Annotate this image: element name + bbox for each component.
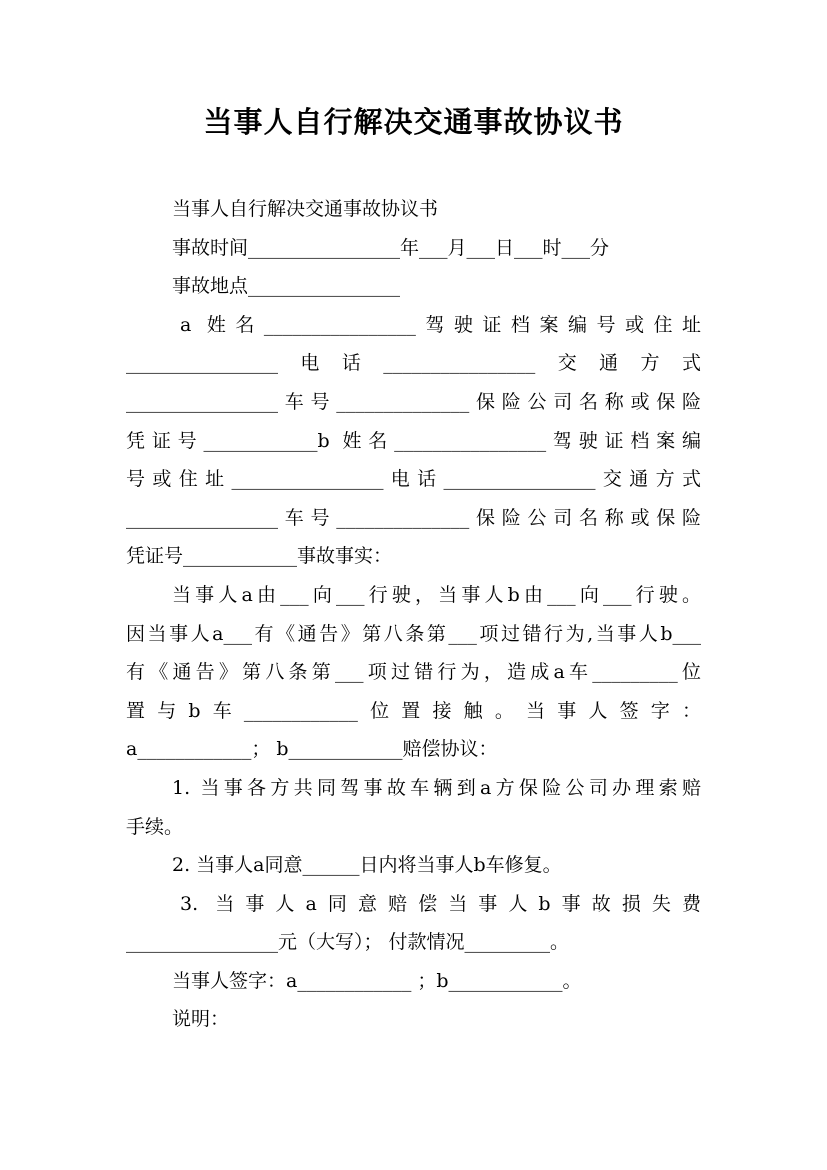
accident-facts-line: 凭证号____________事故事实： (126, 545, 393, 568)
document-body (126, 190, 701, 1039)
signature-line-2: 当事人签字：a____________ ；b____________。 (172, 969, 582, 992)
party-b-plate-line: ________________车号______________保险公司名称或保险 (126, 506, 701, 529)
subtitle-line: 当事人自行解决交通事故协议书 (172, 198, 439, 220)
agreement-item-3: 3. 当事人a同意赔偿当事人b事故损失费 (180, 892, 701, 915)
agreement-item-1: 1. 当事各方共同驾事故车辆到a方保险公司办理索赔 (172, 776, 701, 799)
party-b-address-line: 号或住址________________电话________________交通方式 (126, 468, 701, 491)
agreement-item-2: 2. 当事人a同意______日内将当事人b车修复。 (172, 854, 562, 877)
fault-a-line: 因当事人a___有《通告》第八条第___项过错行为,当事人b___ (126, 622, 701, 645)
party-b-name-line: 凭证号____________b 姓名________________驾驶证档案编 (126, 429, 701, 452)
driving-direction-line: 当事人a由___向___行驶，当事人b由___向___行驶。 (172, 583, 701, 606)
party-a-name-line: a 姓名________________驾驶证档案编号或住址 (180, 313, 701, 336)
accident-time-line: 事故时间________________年___月___日___时___分 (172, 236, 610, 259)
party-a-phone-line: ________________电话________________交通方式 (126, 352, 701, 375)
agreement-item-1-cont: 手续。 (126, 815, 184, 838)
document-title: 当事人自行解决交通事故协议书 (203, 105, 624, 139)
agreement-item-3-cont: ________________元（大写）； 付款情况_________。 (126, 931, 570, 954)
party-a-plate-line: ________________车号______________保险公司名称或保险 (126, 390, 701, 413)
notes-label: 说明： (172, 1008, 230, 1031)
fault-b-line: 有《通告》第八条第___项过错行为，造成a车_________位 (126, 661, 701, 684)
contact-position-line: 置与b车____________位置接触。当事人签字： (126, 699, 701, 722)
signature-line-1: a____________； b____________赔偿协议： (126, 738, 498, 761)
accident-location-line: 事故地点________________ (172, 275, 401, 298)
